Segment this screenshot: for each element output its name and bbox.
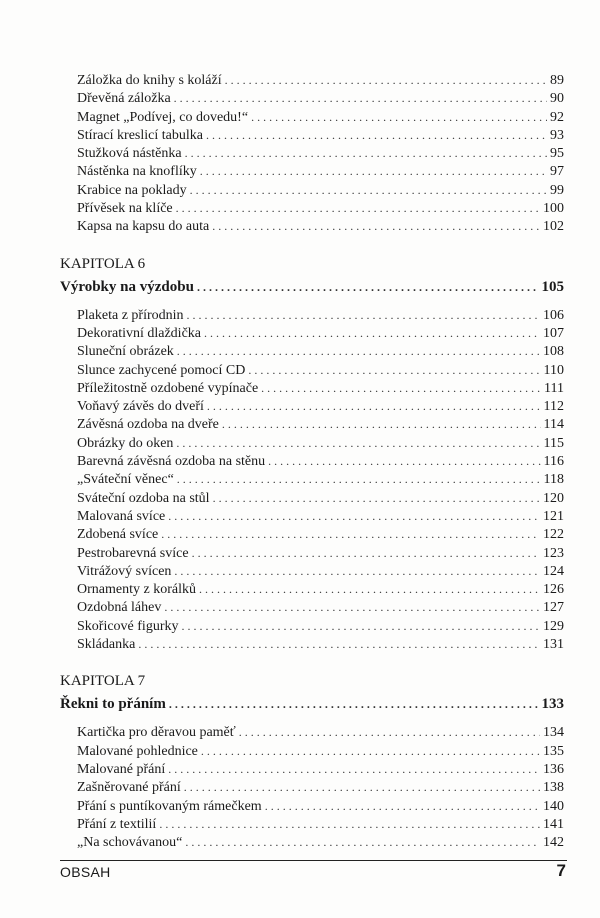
toc-entry <box>60 342 564 360</box>
leader-dots <box>161 525 540 543</box>
entry-page: 108 <box>543 344 564 360</box>
leader-dots <box>164 598 540 616</box>
entry-title: Voňavý závěs do dveří <box>77 399 204 415</box>
toc-entry <box>60 507 564 525</box>
leader-dots <box>207 397 541 415</box>
entry-title: Magnet „Podívej, co dovedu!“ <box>77 109 249 125</box>
entry-title: Příležitostně ozdobené vypínače <box>77 380 259 396</box>
entry-title: Krabice na poklady <box>77 182 187 198</box>
toc-entry <box>60 144 564 162</box>
entry-page: 121 <box>543 508 564 524</box>
toc-entry <box>60 562 564 580</box>
entry-title: Přání s puntíkovaným rámečkem <box>77 798 262 814</box>
leader-dots <box>190 181 547 199</box>
entry-page: 136 <box>543 761 564 777</box>
entry-title: Dekorativní dlaždička <box>77 325 202 341</box>
entry-title: Malované pohlednice <box>77 743 198 759</box>
leader-dots <box>176 434 540 452</box>
entry-page: 123 <box>543 545 564 561</box>
entry-page: 138 <box>543 780 564 796</box>
entry-title: Ozdobná láhev <box>77 600 162 616</box>
toc-entry <box>60 108 564 126</box>
toc-entry <box>60 452 564 470</box>
entry-page: 124 <box>543 563 564 579</box>
toc-entry <box>60 778 564 796</box>
entry-title: Slunce zachycené pomocí CD <box>77 362 246 378</box>
toc-entry <box>60 598 564 616</box>
leader-dots <box>185 144 547 162</box>
toc-entry <box>60 617 564 635</box>
entry-title: Barevná závěsná ozdoba na stěnu <box>77 454 266 470</box>
toc-entry <box>60 470 564 488</box>
toc-entry <box>60 397 564 415</box>
leader-dots <box>261 379 541 397</box>
leader-dots <box>206 126 547 144</box>
leader-dots <box>159 815 540 833</box>
entry-title: „Sváteční věnec“ <box>77 472 174 488</box>
table-of-contents <box>60 71 564 851</box>
entry-title: Zašněrované přání <box>77 780 181 796</box>
section-page: 105 <box>541 278 564 295</box>
leader-dots <box>212 217 540 235</box>
page-number: 7 <box>556 861 566 880</box>
entry-page: 115 <box>543 435 564 451</box>
leader-dots <box>251 108 547 126</box>
leader-dots <box>185 833 540 851</box>
entry-page: 135 <box>543 743 564 759</box>
entry-title: Obrázky do oken <box>77 435 174 451</box>
leader-dots <box>239 723 540 741</box>
entry-page: 111 <box>544 380 564 396</box>
leader-dots <box>187 306 540 324</box>
toc-group-1 <box>60 71 564 236</box>
entry-page: 97 <box>550 164 564 180</box>
entry-page: 120 <box>543 490 564 506</box>
entry-page: 110 <box>543 362 564 378</box>
entry-title: Zdobená svíce <box>77 527 159 543</box>
leader-dots <box>168 760 540 778</box>
toc-entry <box>60 181 564 199</box>
toc-entry <box>60 306 564 324</box>
entry-page: 127 <box>543 600 564 616</box>
chapter-7-entries <box>60 723 564 851</box>
entry-page: 106 <box>543 307 564 323</box>
entry-page: 90 <box>550 91 564 107</box>
leader-dots <box>177 342 540 360</box>
entry-title: Závěsná ozdoba na dveře <box>77 417 219 433</box>
toc-entry <box>60 217 564 235</box>
entry-title: Stírací kreslicí tabulka <box>77 127 203 143</box>
toc-entry <box>60 489 564 507</box>
entry-page: 112 <box>543 399 564 415</box>
toc-entry <box>60 815 564 833</box>
toc-entry <box>60 126 564 144</box>
leader-dots <box>199 580 540 598</box>
entry-title: Přání z textilií <box>77 816 157 832</box>
chapter-7-label: KAPITOLA 7 <box>60 673 146 690</box>
chapter-6-section <box>60 278 564 298</box>
entry-title: Vitrážový svícen <box>77 563 172 579</box>
leader-dots <box>225 71 547 89</box>
entry-page: 107 <box>543 325 564 341</box>
leader-dots <box>168 507 540 525</box>
leader-dots <box>222 415 541 433</box>
section-title: Výrobky na výzdobu <box>60 278 194 295</box>
entry-title: Pestrobarevná svíce <box>77 545 189 561</box>
entry-page: 102 <box>543 219 564 235</box>
footer-label: OBSAH <box>60 864 111 880</box>
leader-dots <box>265 797 540 815</box>
leader-dots <box>197 278 539 296</box>
toc-entry <box>60 723 564 741</box>
toc-entry <box>60 162 564 180</box>
entry-title: Sváteční ozdoba na stůl <box>77 490 210 506</box>
toc-entry <box>60 324 564 342</box>
entry-page: 89 <box>550 73 564 88</box>
entry-page: 99 <box>550 182 564 198</box>
leader-dots <box>176 199 540 217</box>
entry-title: Stužková nástěnka <box>77 146 182 162</box>
entry-title: Dřevěná záložka <box>77 91 171 107</box>
toc-entry <box>60 361 564 379</box>
entry-page: 95 <box>550 146 564 162</box>
entry-page: 122 <box>543 527 564 543</box>
entry-title: Kartička pro děravou paměť <box>77 725 236 741</box>
chapter-6-entries <box>60 306 564 654</box>
leader-dots <box>174 562 540 580</box>
leader-dots <box>192 544 540 562</box>
toc-entry <box>60 71 564 89</box>
entry-page: 131 <box>543 637 564 653</box>
leader-dots <box>268 452 540 470</box>
leader-dots <box>204 324 540 342</box>
toc-entry <box>60 742 564 760</box>
entry-page: 118 <box>543 472 564 488</box>
entry-page: 116 <box>543 454 564 470</box>
toc-entry <box>60 525 564 543</box>
chapter-6-label: KAPITOLA 6 <box>60 255 146 272</box>
toc-entry <box>60 760 564 778</box>
toc-entry <box>60 580 564 598</box>
entry-page: 93 <box>550 127 564 143</box>
entry-title: Plaketa z přírodnin <box>77 307 184 323</box>
leader-dots <box>138 635 540 653</box>
toc-entry <box>60 544 564 562</box>
entry-page: 92 <box>550 109 564 125</box>
section-title: Řekni to přáním <box>60 696 166 713</box>
entry-page: 140 <box>543 798 564 814</box>
leader-dots <box>248 361 540 379</box>
toc-entry <box>60 415 564 433</box>
leader-dots <box>213 489 540 507</box>
entry-page: 114 <box>543 417 564 433</box>
entry-page: 141 <box>543 816 564 832</box>
toc-entry <box>60 434 564 452</box>
toc-entry <box>60 833 564 851</box>
chapter-7-section <box>60 695 564 715</box>
entry-page: 142 <box>543 835 564 851</box>
toc-entry <box>60 379 564 397</box>
entry-title: Kapsa na kapsu do auta <box>77 219 210 235</box>
entry-page: 100 <box>543 201 564 217</box>
entry-title: Nástěnka na knoflíky <box>77 164 197 180</box>
leader-dots <box>181 617 540 635</box>
section-page: 133 <box>541 696 564 713</box>
entry-title: „Na schovávanou“ <box>77 835 183 851</box>
leader-dots <box>169 695 539 713</box>
entry-page: 126 <box>543 582 564 598</box>
leader-dots <box>201 742 540 760</box>
entry-title: Sluneční obrázek <box>77 344 174 360</box>
entry-page: 129 <box>543 618 564 634</box>
entry-title: Skořicové figurky <box>77 618 179 634</box>
entry-title: Malované přání <box>77 761 166 777</box>
toc-entry <box>60 797 564 815</box>
leader-dots <box>200 162 547 180</box>
leader-dots <box>174 89 547 107</box>
entry-title: Skládanka <box>77 637 136 653</box>
leader-dots <box>177 470 541 488</box>
entry-title: Záložka do knihy s koláží <box>77 73 222 88</box>
toc-entry <box>60 89 564 107</box>
entry-title: Malovaná svíce <box>77 508 166 524</box>
entry-title: Přívěsek na klíče <box>77 201 173 217</box>
toc-entry <box>60 635 564 653</box>
entry-page: 134 <box>543 725 564 741</box>
leader-dots <box>184 778 540 796</box>
toc-entry <box>60 199 564 217</box>
footer-divider <box>60 860 567 861</box>
entry-title: Ornamenty z korálků <box>77 582 196 598</box>
